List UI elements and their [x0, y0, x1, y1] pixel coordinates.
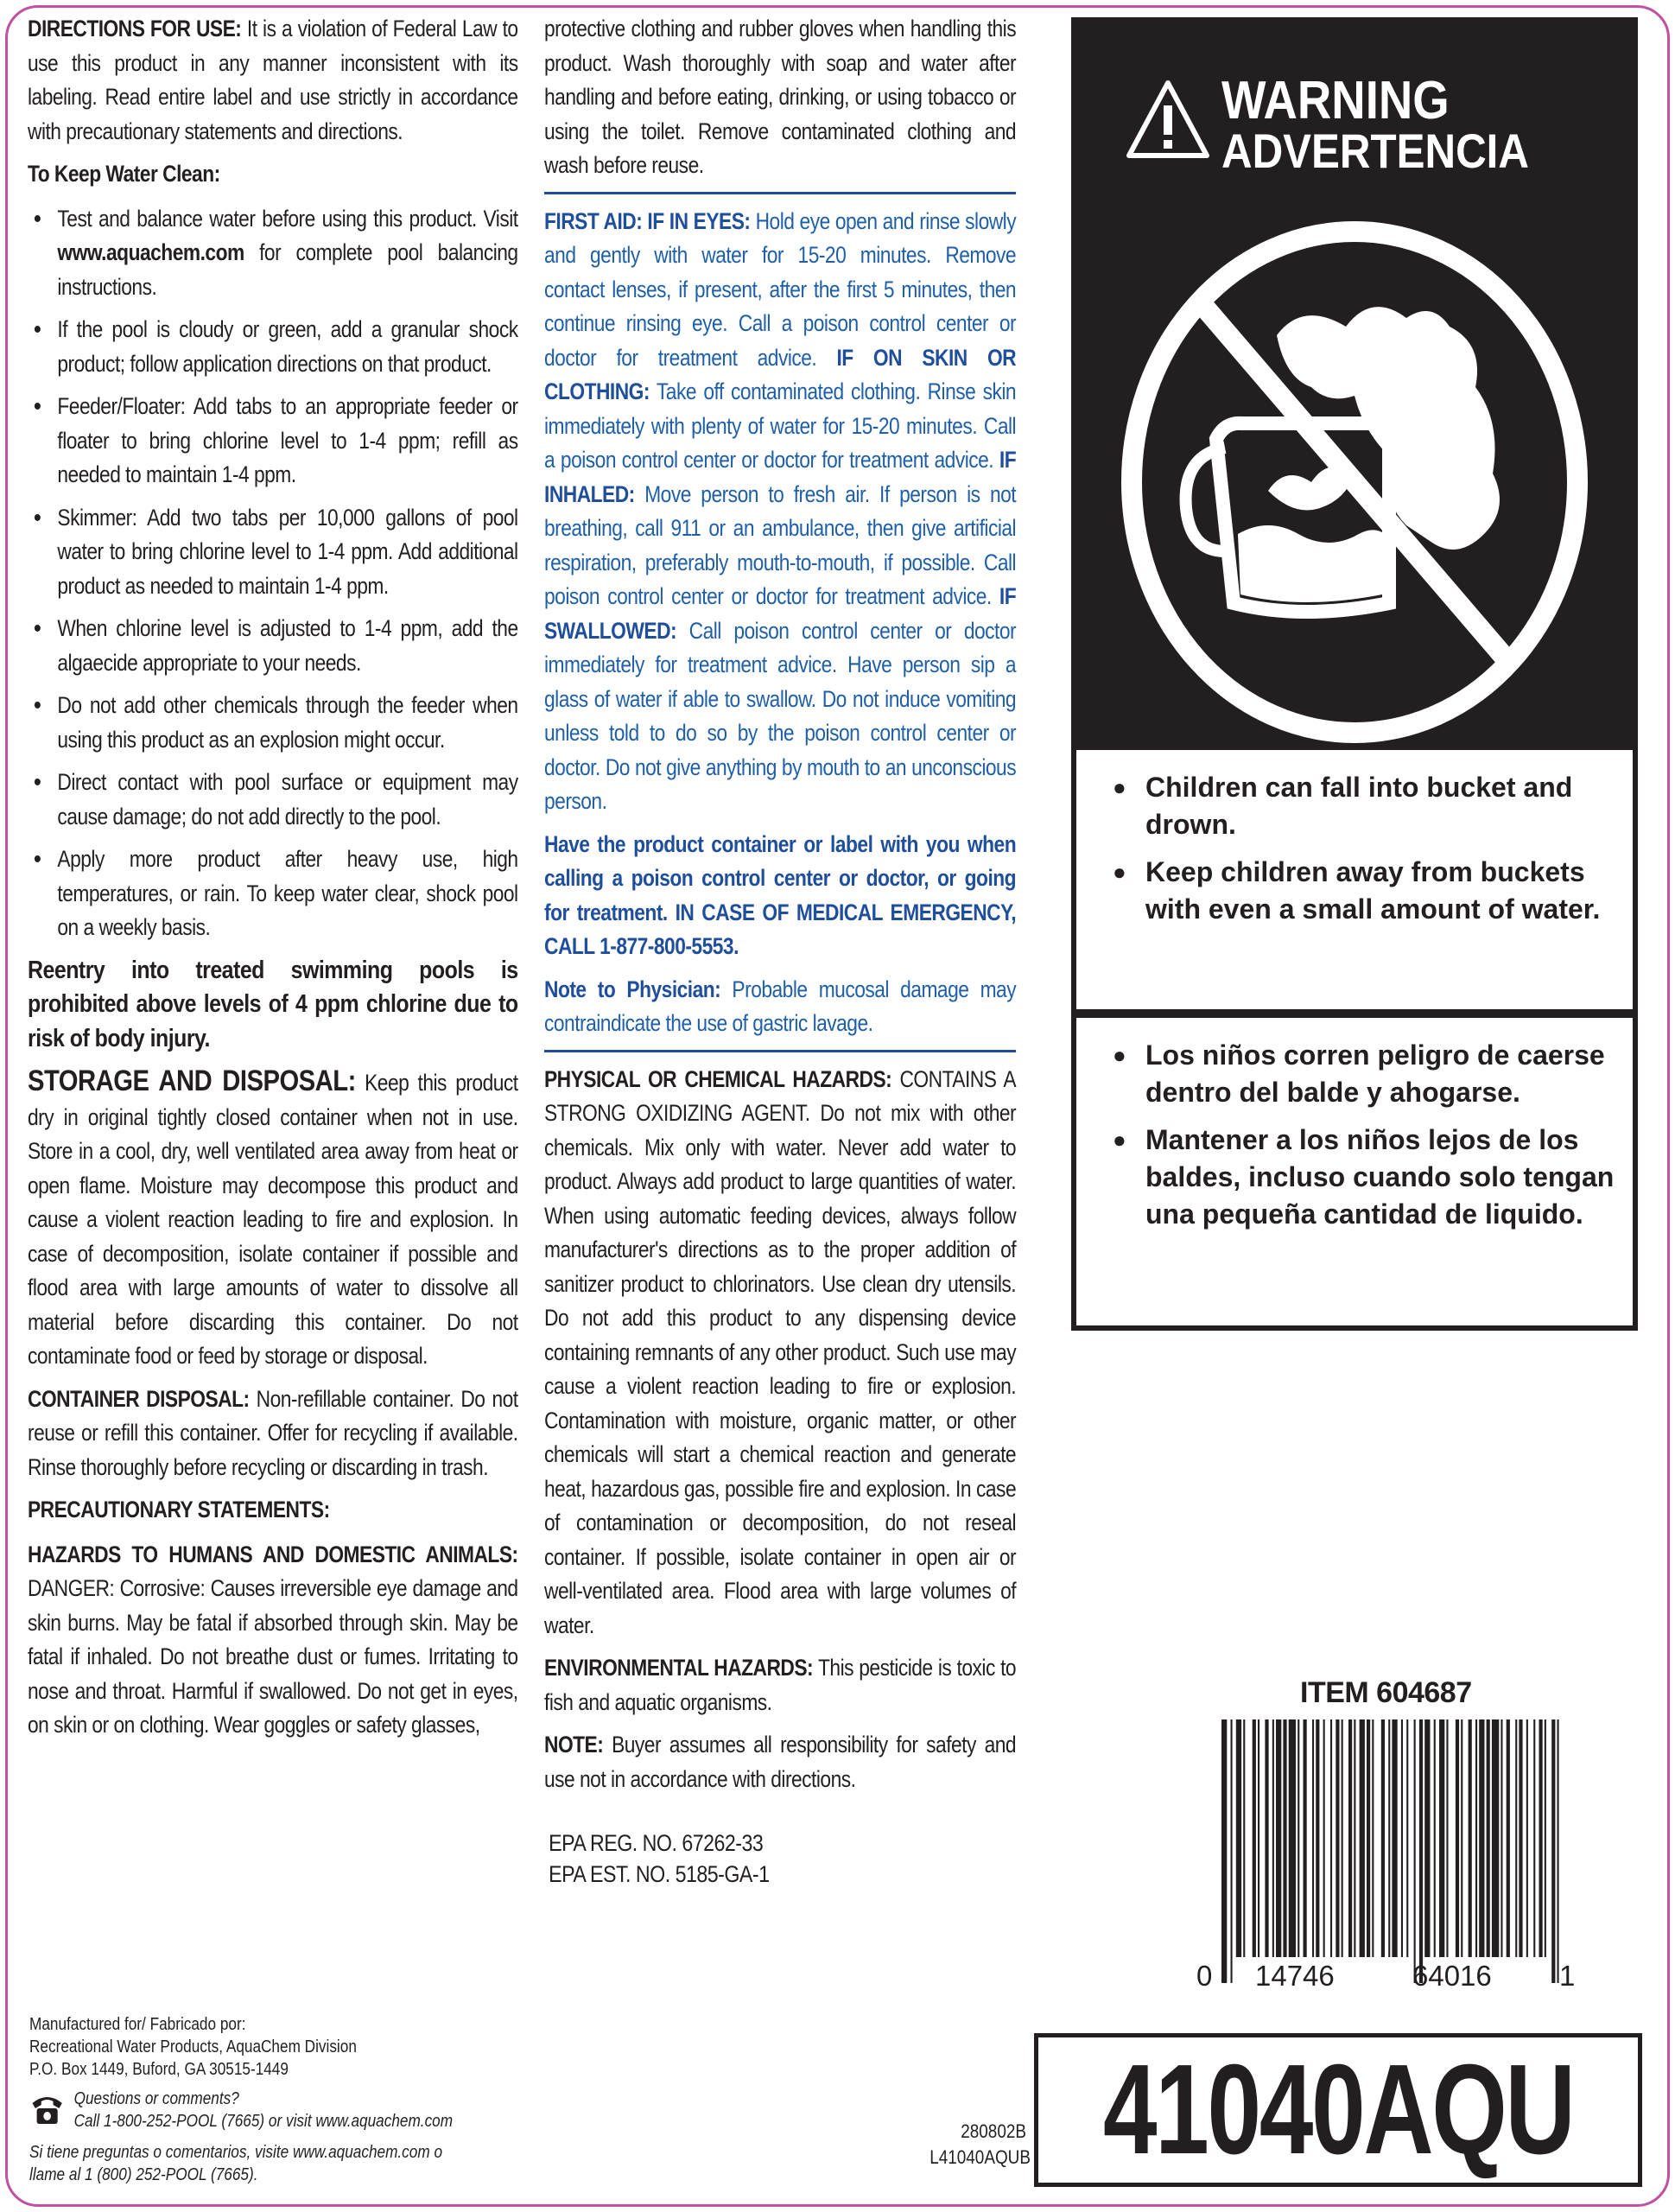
list-item: • Apply more product after heavy use, high temperatures, or rain. To keep water clear, shock pool on a weekly basis. [28, 842, 518, 945]
list-item: ● Keep children away from buckets with even a small amount of water. [1113, 854, 1615, 928]
barcode-bar [1231, 1719, 1233, 1983]
barcode-bar [1469, 1719, 1472, 1957]
no-child-in-bucket-icon [1095, 197, 1614, 750]
storage-text: Keep this product dry in original tightly closed container when not in use. Store in a cool, dry, well ventilated area away from heat or open flame. Moisture may decompose this product and cause a violent reaction leading to fire and explosion. In case of decomposition, isolate container if possible and flood area with large amounts of water to dissolve all material before discarding this container. Do not contaminate food or feed by storage or disposal. [28, 1070, 518, 1369]
contact-row [29, 2088, 549, 2133]
barcode-bar [1360, 1719, 1365, 1957]
barcode-bar [1330, 1719, 1332, 1957]
barcode-bar [1381, 1719, 1385, 1957]
directions-heading: DIRECTIONS FOR USE: [28, 16, 242, 41]
list-item: • Direct contact with pool surface or equipment may cause damage; do not add directly to the pool. [28, 766, 518, 834]
directions-paragraph [28, 12, 518, 149]
warning-panel [1071, 17, 1638, 1331]
warning-heading [1221, 71, 1529, 178]
storage-paragraph [28, 1065, 518, 1374]
physical-heading: PHYSICAL OR CHEMICAL HAZARDS: [544, 1065, 892, 1092]
call-text: Call 1-800-252-POOL (7665) or visit www.aquachem.com [73, 2112, 454, 2131]
barcode-bar [1507, 1719, 1510, 1957]
storage-heading: STORAGE AND DISPOSAL: [28, 1065, 356, 1097]
divider [544, 192, 1016, 194]
barcode-bar [1424, 1719, 1430, 1957]
epa-est-number: EPA EST. NO. 5185-GA-1 [549, 1861, 770, 1887]
barcode-bar [1289, 1719, 1296, 1957]
warning-triangle-icon [1125, 76, 1211, 162]
barcode-bar [1243, 1719, 1245, 1957]
barcode-bar [1253, 1719, 1256, 1957]
advertencia-word: ADVERTENCIA [1221, 124, 1529, 178]
list-item: • If the pool is cloudy or green, add a granular shock product; follow application directions on that product. [28, 313, 518, 381]
barcode-bar [1414, 1719, 1416, 1983]
manufacturer-name: Recreational Water Products, AquaChem Division [29, 2037, 357, 2056]
manufacturer-line: Manufactured for/ Fabricado por: [29, 2015, 246, 2034]
barcode-bar [1272, 1719, 1274, 1957]
list-item: ● Children can fall into bucket and drown. [1113, 769, 1615, 843]
barcode-bar [1461, 1719, 1462, 1957]
barcode-bar [1475, 1719, 1477, 1957]
list-item: • Skimmer: Add two tabs per 10,000 gallons of pool water to bring chlorine level to 1-4 ppm. Add additional product as needed to maintain 1-4 ppm. [28, 501, 518, 604]
bullet-text: for complete pool balancing instructions. [57, 239, 518, 300]
note-paragraph [544, 1728, 1016, 1796]
barcode-bar [1367, 1719, 1370, 1957]
product-code-box [1034, 2033, 1642, 2187]
barcode-bar [1533, 1719, 1535, 1957]
container-heading: CONTAINER DISPOSAL: [28, 1385, 250, 1412]
barcode-bar [1221, 1719, 1227, 1983]
first-aid-column [544, 12, 1016, 1890]
barcode-bar [1297, 1719, 1299, 1957]
manufacturer-address: P.O. Box 1449, Buford, GA 30515-1449 [29, 2060, 289, 2079]
questions-text: Questions or comments? [73, 2089, 239, 2108]
barcode-bar [1336, 1719, 1339, 1957]
barcode-bar [1354, 1719, 1355, 1957]
physician-text: Probable mucosal damage may contraindicate the use of gastric lavage. [544, 976, 1017, 1036]
telephone-icon [29, 2088, 65, 2129]
manufacturer-block [29, 2013, 549, 2186]
lot-line: 280802B [961, 2120, 1026, 2142]
barcode-bar [1342, 1719, 1343, 1957]
barcode-bar [1479, 1719, 1484, 1957]
epa-numbers [544, 1827, 1016, 1890]
directions-column [28, 12, 518, 1751]
barcode-bar [1323, 1719, 1325, 1957]
container-paragraph [28, 1382, 518, 1485]
barcode-bar [1283, 1719, 1286, 1957]
barcode-image [1218, 1719, 1564, 1992]
barcode-digits [1196, 1960, 1585, 1994]
divider [544, 1050, 1016, 1052]
hazards-paragraph [28, 1538, 518, 1743]
list-item: • Feeder/Floater: Add tabs to an appropriate feeder or floater to bring chlorine level to 1-4 ppm; refill as needed to maintain 1-4 ppm. [28, 390, 518, 493]
environmental-heading: ENVIRONMENTAL HAZARDS: [544, 1655, 814, 1681]
hazards-heading: HAZARDS TO HUMANS AND DOMESTIC ANIMALS: [28, 1541, 518, 1567]
keep-water-clean-heading: To Keep Water Clean: [28, 161, 220, 187]
physical-text: CONTAINS A STRONG OXIDIZING AGENT. Do not mix with other chemicals. Mix only with water. Never add water to product. Always add product to large quantities of water. When using automatic feeding devices, always follow manufacturer's directions as to the proper addition of sanitizer product to chlorinators. Use clean dry utensils. Do not add this product to any dispensing device containing remnants of any other product. Such use may cause a violent reaction leading to fire or explosion. Contamination with moisture, organic matter, or other chemicals will start a chemical reaction and generate heat, hazardous gas, possible fire and explosion. In case of contamination or decomposition, do not reseal container. If possible, isolate container in open air or well-ventilated area. Flood area with large volumes of water. [544, 1065, 1017, 1638]
epa-reg-number: EPA REG. NO. 67262-33 [549, 1830, 764, 1856]
barcode-bar [1492, 1719, 1499, 1957]
barcode-bar [1258, 1719, 1259, 1957]
list-item [28, 202, 518, 305]
swallowed-heading: IF SWALLOWED: [544, 583, 1017, 644]
physician-paragraph [544, 973, 1016, 1041]
spanish-warning-list [1113, 1037, 1615, 1233]
barcode-bar [1392, 1719, 1397, 1957]
first-aid-heading: FIRST AID: IF IN EYES: [544, 207, 751, 234]
barcode-bar [1515, 1719, 1517, 1957]
barcode-bar [1519, 1719, 1522, 1957]
barcode-bar [1304, 1719, 1307, 1957]
eyes-text: Hold eye open and rinse slowly and gently with water for 15-20 minutes. Remove contact lenses, if present, after the first 5 minutes, then continue rinsing eye. Call a poison control center or doctor for treatment advice. [544, 207, 1017, 371]
barcode-bar [1406, 1719, 1408, 1957]
environmental-text: This pesticide is toxic to fish and aquatic organisms. [544, 1655, 1017, 1715]
spanish-contact-text: Si tiene preguntas o comentarios, visite www.aquachem.com o llame al 1 (800) 252-POOL (7665). [29, 2143, 443, 2184]
physical-paragraph [544, 1063, 1016, 1643]
environmental-paragraph [544, 1651, 1016, 1719]
directions-list [28, 202, 518, 945]
physician-heading: Note to Physician: [544, 976, 721, 1002]
list-item: • When chlorine level is adjusted to 1-4 ppm, add the algaecide appropriate to your needs. [28, 612, 518, 680]
lot-line: L41040AQUB [929, 2146, 1031, 2168]
warning-title [1125, 71, 1570, 178]
lot-code [929, 2119, 1031, 2171]
barcode-bar [1372, 1719, 1374, 1957]
barcode-bar [1439, 1719, 1444, 1957]
item-number: ITEM 604687 [1300, 1676, 1472, 1709]
barcode-bar [1456, 1719, 1459, 1957]
precautionary-heading: PRECAUTIONARY STATEMENTS: [28, 1497, 330, 1522]
product-code: 41040AQU [1102, 2038, 1574, 2181]
bullet-text: Test and balance water before using this product. Visit [57, 205, 518, 232]
swallowed-text: Call poison control center or doctor immediately for treatment advice. Have person sip a glass of water if able to swallow. Do not induce vomiting unless told to do so by the poison control center or doctor. Do not give anything by mouth to an unconscious person. [544, 617, 1017, 814]
barcode-digit-group: 1 [1559, 1960, 1576, 1992]
barcode-bar [1388, 1719, 1390, 1957]
barcode-bar [1312, 1719, 1314, 1957]
barcode-bar [1551, 1719, 1555, 1983]
barcode-bar [1236, 1719, 1241, 1957]
reentry-warning: Reentry into treated swimming pools is prohibited above levels of 4 ppm chlorine due to risk of body injury. [28, 956, 518, 1052]
barcode-bar [1401, 1719, 1403, 1957]
barcode-bar [1487, 1719, 1490, 1957]
barcode-bar [1526, 1719, 1528, 1957]
directions-text: It is a violation of Federal Law to use this product in any manner inconsistent with its labeling. Read entire label and use strictly in accordance with precautionary statements and directions. [28, 16, 518, 144]
barcode-bar [1545, 1719, 1546, 1957]
emergency-text: Have the product container or label with you when calling a poison control center or doctor, or going for treatment. IN CASE OF MEDICAL EMERGENCY, CALL 1-877-800-5553. [544, 830, 1017, 959]
barcode-bar [1558, 1719, 1559, 1983]
english-warning-list [1113, 769, 1615, 928]
skin-text: Take off contaminated clothing. Rinse skin immediately with plenty of water for 15-20 minutes. Call a poison control center or doctor for treatment advice. [544, 378, 1017, 473]
note-heading: NOTE: [544, 1732, 604, 1758]
warning-spanish-panel [1076, 1018, 1633, 1325]
note-text: Buyer assumes all responsibility for safety and use not in accordance with directions. [544, 1732, 1017, 1792]
protective-text: protective clothing and rubber gloves when handling this product. Wash thoroughly with soap and water after handling and before eating, drinking, or using tobacco or using the toilet. Remove contaminated clothing and wash before reuse. [544, 16, 1017, 178]
inhaled-text: Move person to fresh air. If person is not breathing, call 911 or an ambulance, then give artificial respiration, preferably mouth-to-mouth, if possible. Call poison control center or doctor for treatment advice. [544, 480, 1017, 609]
skin-heading: IF ON SKIN OR CLOTHING: [544, 344, 1017, 404]
inhaled-heading: IF INHALED: [544, 447, 1017, 507]
barcode-bar [1316, 1719, 1319, 1957]
list-item: • Do not add other chemicals through the feeder when using this product as an explosion might occur. [28, 689, 518, 757]
hazards-text: DANGER: Corrosive: Causes irreversible eye damage and skin burns. May be fatal if absorbed through skin. May be fatal if inhaled. Do not breathe dust or fumes. Irritating to nose and throat. Harmful if swallowed. Do not get in eyes, on skin or on clothing. Wear goggles or safety glasses, [28, 1575, 518, 1738]
website-text: www.aquachem.com [57, 239, 244, 265]
contact-text [74, 2088, 453, 2133]
warning-english-panel [1076, 750, 1633, 1009]
barcode-bar [1419, 1719, 1423, 1983]
barcode-bar [1348, 1719, 1352, 1957]
list-item: ● Mantener a los niños lejos de los baldes, incluso cuando solo tengan una pequeña cantidad de liquido. [1113, 1122, 1615, 1233]
barcode-digit-group: 14746 [1255, 1960, 1335, 1992]
barcode-digit-group: 64016 [1412, 1960, 1492, 1992]
barcode-bar [1539, 1719, 1543, 1957]
list-item: ● Los niños corren peligro de caerse dentro del balde y ahogarse. [1113, 1037, 1615, 1111]
container-text: Non-refillable container. Do not reuse or refill this container. Offer for recycling if available. Rinse thoroughly before recycling or discarding in trash. [28, 1385, 518, 1480]
barcode-bar [1265, 1719, 1268, 1957]
barcode-bar [1501, 1719, 1502, 1957]
first-aid-paragraph [544, 205, 1016, 819]
barcode-digit-group: 0 [1196, 1960, 1213, 1992]
warning-word: WARNING [1221, 71, 1450, 130]
barcode-bar [1434, 1719, 1436, 1957]
barcode-bar [1276, 1719, 1281, 1957]
barcode-bar [1446, 1719, 1448, 1957]
